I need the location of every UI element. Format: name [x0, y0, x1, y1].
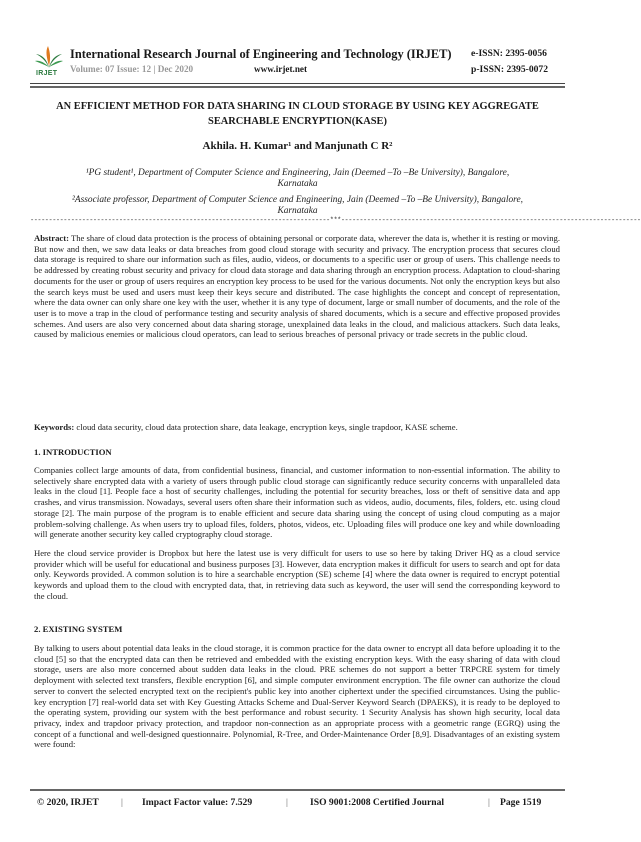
- volume-issue: Volume: 07 Issue: 12 | Dec 2020: [70, 64, 194, 74]
- leaf-logo-icon: [34, 44, 64, 70]
- e-issn: e-ISSN: 2395-0056: [471, 48, 547, 59]
- footer-iso: ISO 9001:2008 Certified Journal: [310, 797, 445, 808]
- paper-authors: Akhila. H. Kumar¹ and Manjunath C R²: [202, 140, 393, 152]
- footer-page-number: Page 1519: [500, 797, 542, 808]
- footer-separator: |: [488, 797, 490, 808]
- affiliation-1: ¹PG student¹, Department of Computer Science and Engineering, Jain (Deemed –To –Be University), Bangalore, Karnataka: [85, 168, 510, 189]
- keywords: [34, 422, 560, 433]
- abstract-text: The share of cloud data protection is the process of obtaining personal or corporate data, wherever the data is, whether it is resting or moving. But now and then, we saw data leaks or data breaches from good cloud storage with security and privacy. The encryption process that secures cloud data storage is required to share our information such as files, audio, videos, or documents to a specific user or group of users. This challenge needs to be addressed by creating robust security and privacy for cloud data storage and data sharing through an encryption process. Adaptation to cloud-sharing documents for the user or group of users requires an encryption key process to be used for the various documents. Not only the encryption keys but also the search keys must be used and users must keep their keys secure and distributed. The case highlights the concept and concept of representation, where the data owner can only share one key with the user, whether it is any type of document, large or small number of documents, and the role of the user is to move a trap in the cloud of performance testing and security analysis of shared documents, which is a secure and effective proposed provides schemes. And users are also very concerned about data sharing storage, unexplained data leaks in the cloud, and malicious attackers. Such data leaks, caused by malicious enemies or malicious cloud operators, can lead to serious breaches of personal privacy or trade secrets in the public cloud.: [34, 233, 560, 340]
- section-separator: ---------------------------------------------------------------------------------***---------------------------------------------------------------------------------: [30, 217, 641, 225]
- paragraph-intro-2: Here the cloud service provider is Dropbox but here the latest use is very difficult for users to use so here by taking Driver HQ as a cloud service provider which will be useful for educational and business purposes [3]. However, data encryption makes it difficult for users to search and opt for data only. Keywords provided. A common solution is to hire a searchable encryption (SE) scheme [4] where the data owner is required to encrypt potential keywords and upload them to the cloud with encrypted data, that, in retrieving data such as keyword, the user will send the corresponding keyword to the cloud.: [34, 548, 560, 601]
- header-divider: [30, 83, 565, 84]
- footer-divider: [30, 789, 565, 791]
- affiliation-2: ²Associate professor, Department of Computer Science and Engineering, Jain (Deemed –To –Be University), Bangalore, Karnataka: [72, 195, 523, 216]
- keywords-label: Keywords:: [34, 422, 75, 432]
- website-link[interactable]: www.irjet.net: [254, 64, 308, 74]
- section-heading-existing-system: 2. EXISTING SYSTEM: [34, 624, 123, 634]
- journal-title: International Research Journal of Engineering and Technology (IRJET): [70, 47, 452, 61]
- abstract-label: Abstract:: [34, 233, 69, 243]
- p-issn: p-ISSN: 2395-0072: [471, 64, 549, 75]
- footer-separator: |: [286, 797, 288, 808]
- footer-impact-factor: Impact Factor value: 7.529: [142, 797, 253, 808]
- paragraph-intro-1: Companies collect large amounts of data, from confidential business, financial, and customer information to non-essential information. The ability to selectively share encrypted data with a variety of users through public cloud storage can significantly reduce security concerns with unparalleled data leaks in the cloud [1]. People face a host of security challenges, including the potential for security breaches, loss or theft of sensitive data and app crashes, and virus transmission. Nowadays, several users often share their information such as videos, audio, documents, files, folders, etc. using cloud storage [2]. The main purpose of the program is to enable efficient and secure data sharing using the concept of using cloud computing as a major problem-solving challenge. As when users try to upload files, folders, photos, videos, etc. Uploading files will produce one key and while downloading will generate another security key called cryptography cloud storage.: [34, 465, 560, 540]
- paper-title: AN EFFICIENT METHOD FOR DATA SHARING IN CLOUD STORAGE BY USING KEY AGGREGATE SEARCHABLE ENCRYPTION(KASE): [56, 101, 539, 127]
- footer-copyright: © 2020, IRJET: [37, 797, 99, 808]
- paragraph-existing-1: By talking to users about potential data leaks in the cloud storage, it is common practice for the data owner to encrypt all data before uploading it to the cloud [5] so that the encrypted data can then be retrieved and embedded with the existing encryption keys. With the easy sharing of data with cloud storage, users are also more concerned about sudden data leaks in the cloud. PRE schemes do not support a better TRPCRE system for timely deployment with selected text transfers, flexible encryption [6], and simple computer environment encryption. The file owner can authorize the cloud server to convert the selected encrypted text on the recipient's public key into another ciphertext under the specified circumstances. Using the public-key encryption [7] real-world data set with Key Guesting Attacks Scheme and Dual-Server Keyword Search (DPAEKS), it is ready to be deployed to the operating system, providing our system with the best performance and robust security. 1 Security Analysis has shown high security, local data privacy, index and trapdoor privacy protection, and trapdoor non-connection as an appropriate process with a geometric range (EGRQ) using the concept of a functional and well-designed questionnaire. Polynomial, R-Tree, and Order-Maintenance Order [8,9]. Disadvantages of an existing system were found:: [34, 643, 560, 750]
- header-divider-thick: [30, 86, 565, 88]
- logo-text: IRJET: [36, 70, 58, 77]
- section-heading-introduction: 1. INTRODUCTION: [34, 447, 112, 457]
- keywords-text: cloud data security, cloud data protection share, data leakage, encryption keys, single trapdoor, KASE scheme.: [74, 422, 458, 432]
- footer-separator: |: [121, 797, 123, 808]
- abstract: [34, 233, 560, 340]
